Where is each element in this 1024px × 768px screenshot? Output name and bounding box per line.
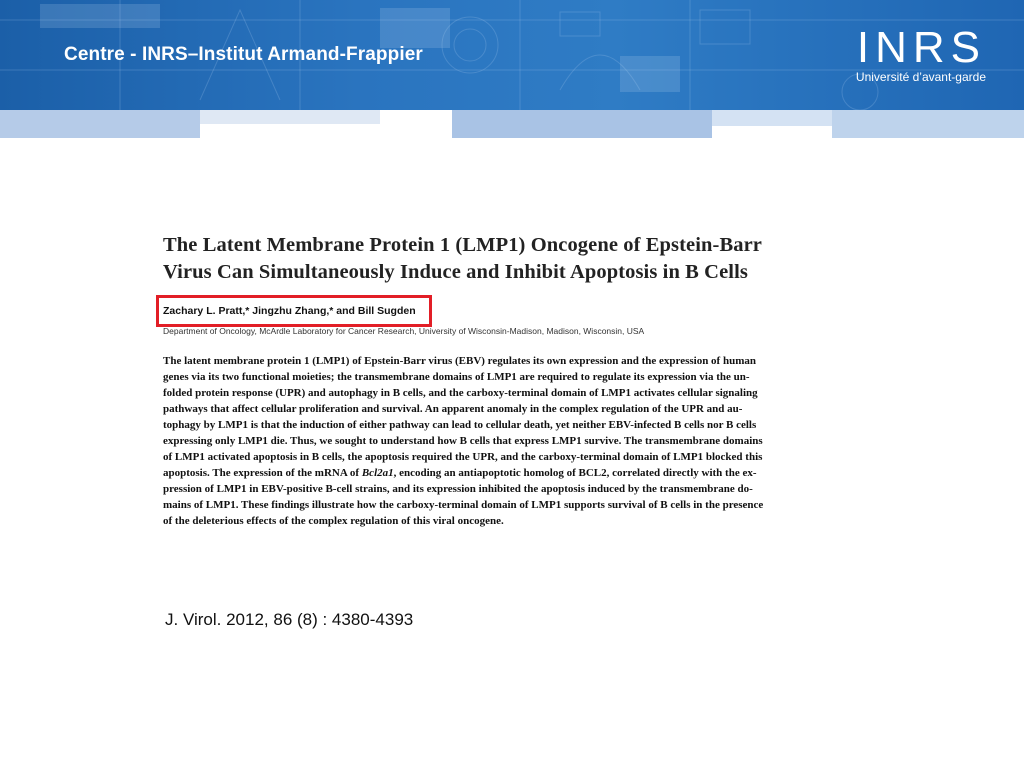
abstract-line: tophagy by LMP1 is that the induction of either pathway can lead to cellular death, yet neither EBV-infected B cells nor B cells: [163, 419, 757, 431]
paper-title-line: The Latent Membrane Protein 1 (LMP1) Oncogene of Epstein-Barr: [163, 234, 762, 256]
inrs-logo: [786, 23, 986, 86]
abstract-line: apoptosis. The expression of the mRNA of Bcl2a1, encoding an antiapoptotic homolog of BCL2, correlated directly with the ex-: [163, 467, 757, 479]
abstract-line: genes via its two functional moieties; the transmembrane domains of LMP1 are required to regulate its expression via the un-: [163, 371, 750, 383]
strip-block: [200, 110, 380, 124]
paper-abstract: [163, 353, 853, 529]
logo-letters: INRS: [856, 23, 986, 72]
paper-title-line: Virus Can Simultaneously Induce and Inhibit Apoptosis in B Cells: [163, 261, 748, 283]
logo-tagline: Université d’avant-garde: [855, 70, 986, 84]
abstract-line: expressing only LMP1 die. Thus, we sought to understand how B cells that express LMP1 survive. The transmembrane domains: [163, 435, 763, 447]
abstract-line: mains of LMP1. These findings illustrate how the carboxy-terminal domain of LMP1 supports survival of B cells in the presence: [163, 499, 764, 511]
paper-authors: Zachary L. Pratt,* Jingzhu Zhang,* and Bill Sugden: [163, 305, 416, 317]
journal-citation: J. Virol. 2012, 86 (8) : 4380-4393: [165, 610, 414, 629]
banner-strip: [0, 110, 1024, 138]
abstract-line: pathways that affect cellular proliferation and survival. An apparent anomaly in the complex regulation of the UPR and au-: [163, 403, 743, 415]
abstract-line: of LMP1 activated apoptosis in B cells, the apoptosis required the UPR, and the carboxy-terminal domain of LMP1 blocked this: [163, 451, 763, 463]
strip-block: [712, 110, 832, 126]
abstract-line: folded protein response (UPR) and autophagy in B cells, and the carboxy-terminal domain of LMP1 activates cellular signaling: [163, 387, 758, 399]
abstract-line: of the deleterious effects of the complex regulation of this viral oncogene.: [163, 515, 504, 527]
strip-block: [452, 110, 712, 138]
strip-block: [0, 110, 200, 138]
strip-block: [832, 110, 1024, 138]
paper-excerpt: [163, 232, 863, 527]
header-title: Centre - INRS–Institut Armand-Frappier: [64, 44, 423, 65]
abstract-line: The latent membrane protein 1 (LMP1) of Epstein-Barr virus (EBV) regulates its own expression and the expression of human: [163, 355, 756, 367]
header-banner: [0, 0, 1024, 110]
paper-title: [163, 232, 863, 286]
gene-name: Bcl2a1: [361, 467, 394, 479]
paper-affiliation: Department of Oncology, McArdle Laboratory for Cancer Research, University of Wisconsin-Madison, Madison, Wisconsin, USA: [163, 326, 645, 336]
abstract-line: pression of LMP1 in EBV-positive B-cell strains, and its expression inhibited the apoptosis induced by the transmembrane do-: [163, 483, 753, 495]
